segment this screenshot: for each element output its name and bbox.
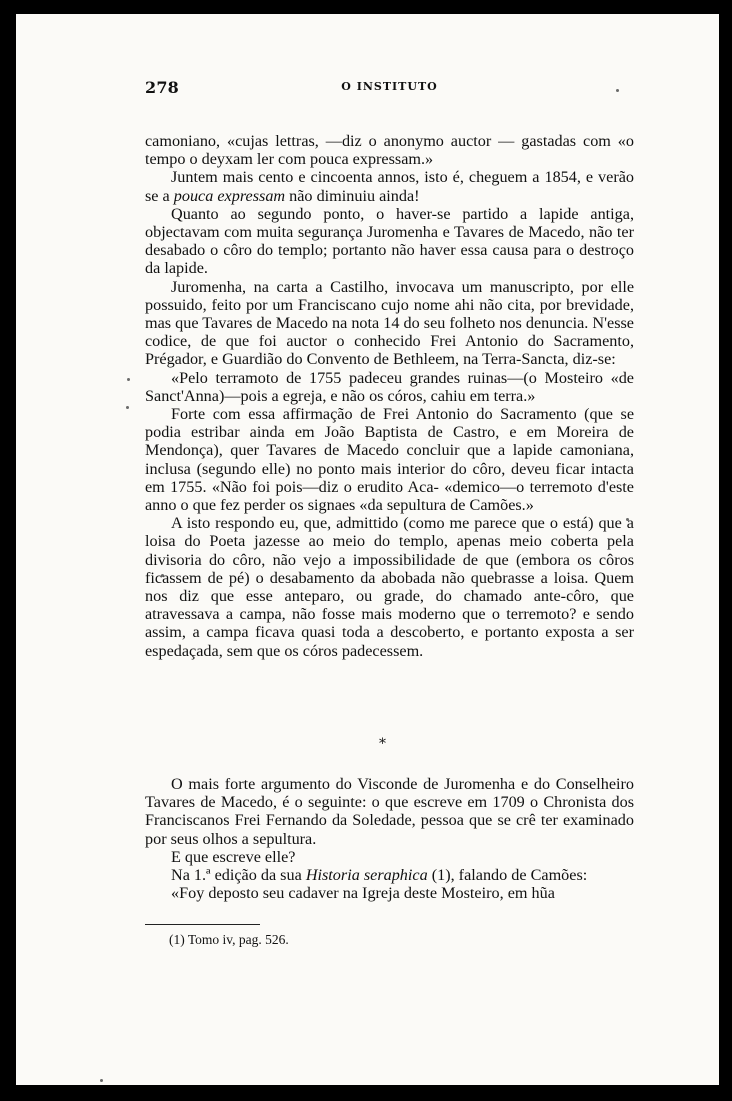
paragraph: O mais forte argumento do Visconde de Juromenha e do Conselheiro Tavares de Macedo, é o seguinte: o que escreve em 1709 o Chronista dos Franciscanos Frei Fernando da Soledade, pessoa que se crê ter examinado por seus olhos a sepultura. xyxy=(145,775,634,848)
paragraph-text: Juntem mais cento e cincoenta annos, isto é, cheguem a 1854, e verão se a xyxy=(145,168,634,205)
paragraph xyxy=(145,866,634,884)
footnote-rule xyxy=(145,924,260,925)
running-title: O INSTITUTO xyxy=(341,80,438,93)
paragraph: Forte com essa affirmação de Frei Antonio do Sacramento (que se podia estribar ainda em João Baptista de Castro, e em Moreira de Mendonça), quer Tavares de Macedo concluir que a lapide camoniana, inclusa (segundo elle) no ponto mais interior do côro, deveu ficar intacta em 1755. «Não foi pois—diz o erudito Aca- «demico—o terremoto d'este anno o que fez perder os signaes «da sepultura de Camões.» xyxy=(145,405,634,515)
paper-speck xyxy=(126,406,129,409)
footnote: (1) Tomo iv, pag. 526. xyxy=(169,932,289,947)
paragraph xyxy=(145,168,634,204)
paragraph: A isto respondo eu, que, admittido (como me parece que o está) que a loisa do Poeta jazesse ao meio do templo, apenas meio coberta pela divisoria do côro, não vejo a impossibilidade de que (embora os côros ficassem de pé) o desabamento da abobada não quebrasse a loisa. Quem nos diz que esse anteparo, ou grade, do chamado ante-côro, que atravessava a campa, não fosse mais moderno que o terremoto? e sendo assim, a campa ficava quasi toda a descoberto, e portanto exposta a ser espedaçada, sem que os córos padecessem. xyxy=(145,514,634,660)
section-separator: * xyxy=(379,736,386,752)
italic-book-title: Historia seraphica xyxy=(305,866,428,885)
paragraph: Juromenha, na carta a Castilho, invocava um manuscripto, por elle possuido, feito por um Franciscano cujo nome ahi não cita, por brevidade, mas que Tavares de Macedo na nota 14 do seu folheto nos denuncia. N'esse codice, de que foi auctor o conhecido Frei Antonio do Sacramento, Prégador, e Guardião do Convento de Bethleem, na Terra-Sancta, diz-se: xyxy=(145,277,634,369)
paragraph-continuation: camoniano, «cujas lettras, —diz o anonymo auctor — gastadas com «o tempo o deyxam ler com pouca expressam.» xyxy=(145,132,634,169)
main-text-upper xyxy=(145,132,634,660)
paper-speck xyxy=(100,1079,103,1082)
italic-phrase: pouca expressam xyxy=(173,186,286,205)
quoted-paragraph: «Pelo terramoto de 1755 padeceu grandes ruinas—(o Mosteiro «de Sanct'Anna)—pois a egreja, e não os córos, cahiu em terra.» xyxy=(145,368,634,405)
paragraph-text: Na 1.ª edição da sua xyxy=(171,866,306,885)
page-number: 278 xyxy=(145,78,179,97)
paragraph: E que escreve elle? xyxy=(171,847,296,866)
paragraph-text: não diminuiu ainda! xyxy=(285,186,420,205)
paragraph: Quanto ao segundo ponto, o haver-se partido a lapide antiga, objectavam com muita segurança Juromenha e Tavares de Macedo, não ter desabado o côro do templo; portanto não haver essa causa para o destroço da lapide. xyxy=(145,204,634,278)
page-header xyxy=(145,78,634,104)
main-text-lower xyxy=(145,775,634,902)
paragraph-text: (1), falando de Camões: xyxy=(427,866,588,885)
paper-speck xyxy=(127,378,130,381)
quoted-paragraph: «Foy deposto seu cadaver na Igreja deste Mosteiro, em hũa xyxy=(171,884,555,903)
